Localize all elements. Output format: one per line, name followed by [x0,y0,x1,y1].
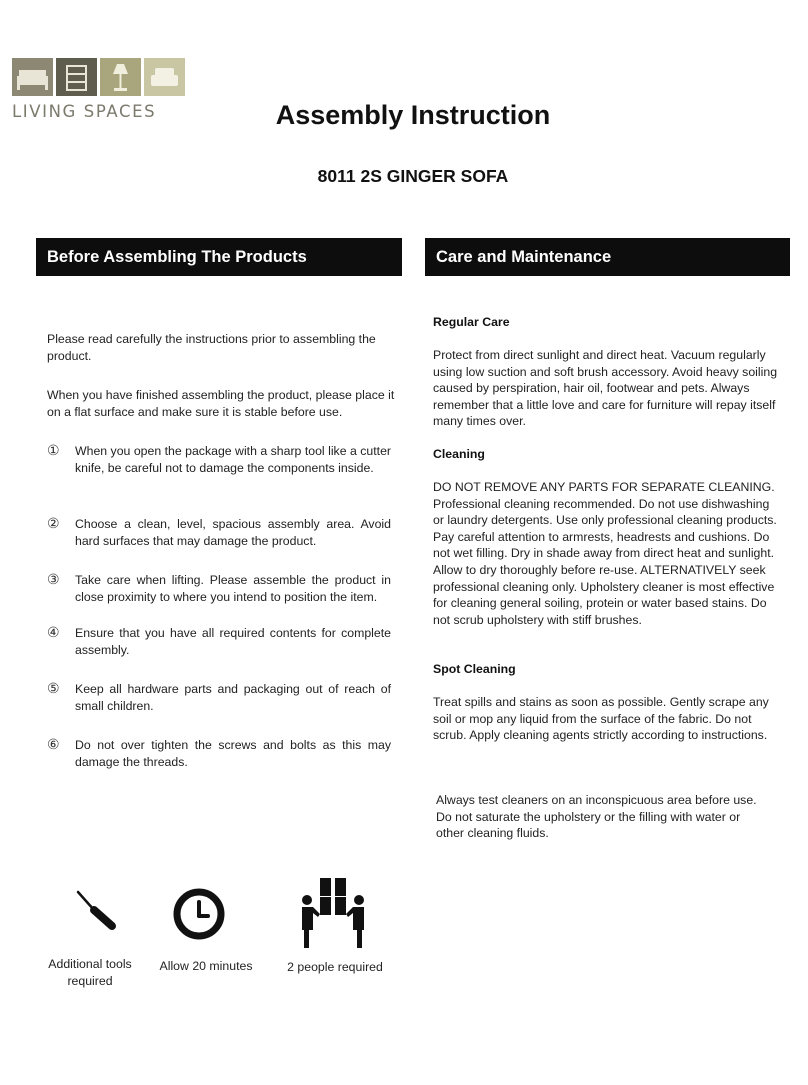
two-people-icon [300,876,366,950]
item-marker: ④ [47,625,60,641]
item-marker: ② [47,516,60,532]
item-text: Take care when lifting. Please assemble the product in close proximity to where you intend to position the item. [75,573,391,604]
instruction-item [47,681,391,714]
instruction-item [47,516,391,549]
item-text: When you open the package with a sharp tool like a cutter knife, be careful not to damage the components inside. [75,444,391,475]
cleaning-text: DO NOT REMOVE ANY PARTS FOR SEPARATE CLEANING. Professional cleaning recommended. Do not use dishwashing or laundry detergents. Use only professional cleaning products. Pay careful attention to armrests, headrests and cushions. Do not wet filling. Dry in shade away from direct heat and sunlight. Allow to dry thoroughly before re-use. ALTERNATIVELY seek professional cleaning only. Upholstery cleaner is most effective for cleaning general soiling, protein or water based stains. Do not scrub upholstery with stiff brushes. [433,480,777,627]
people-required-label: 2 people required [287,960,383,974]
document-title: Assembly Instruction [275,100,551,130]
item-marker: ③ [47,572,60,588]
lamp-icon [100,58,141,96]
instruction-item [47,737,391,770]
screwdriver-icon [72,888,120,932]
spot-cleaning-heading: Spot Cleaning [433,662,516,676]
regular-care-text: Protect from direct sunlight and direct heat. Vacuum regularly using low suction and soft brush accessory. Avoid heavy soiling caused by perspiration, hair oil, footwear and pets. Always remember that a little love and care for furniture will repay itself many times over. [433,348,778,429]
armchair-icon [144,58,185,96]
item-text: Ensure that you have all required contents for complete assembly. [75,626,391,657]
instruction-item [47,443,391,476]
item-marker: ⑤ [47,681,60,697]
time-required-label: Allow 20 minutes [159,959,253,973]
clock-icon [171,886,227,942]
logo-wordmark: LIVING SPACES [12,102,157,121]
item-text: Choose a clean, level, spacious assembly area. Avoid hard surfaces that may damage the product. [75,517,391,548]
care-maintenance-header: Care and Maintenance [425,238,790,276]
regular-care-heading: Regular Care [433,315,510,329]
dresser-icon [56,58,97,96]
item-marker: ⑥ [47,737,60,753]
spot-cleaning-text: Treat spills and stains as soon as possible. Gently scrape any soil or mop any liquid from the surface of the fabric. Do not scrub. Apply cleaning agents strictly according to instructions. [433,695,769,743]
before-assembling-header: Before Assembling The Products [36,238,402,276]
item-marker: ① [47,443,60,459]
cleaning-heading: Cleaning [433,447,485,461]
tools-required-label: Additional tools required [48,957,132,988]
bed-icon [12,58,53,96]
test-cleaners-note: Always test cleaners on an inconspicuous area before use. Do not saturate the upholstery or the filling with water or other cleaning fluids. [436,793,757,841]
intro-paragraph-2: When you have finished assembling the product, please place it on a flat surface and make sure it is stable before use. [47,388,395,419]
instruction-item [47,625,391,658]
intro-paragraph-1: Please read carefully the instructions prior to assembling the product. [47,332,376,363]
logo-furniture-tiles [12,58,178,96]
instruction-item [47,572,391,605]
item-text: Do not over tighten the screws and bolts as this may damage the threads. [75,738,391,769]
product-name: 8011 2S GINGER SOFA [317,166,509,186]
item-text: Keep all hardware parts and packaging out of reach of small children. [75,682,391,713]
